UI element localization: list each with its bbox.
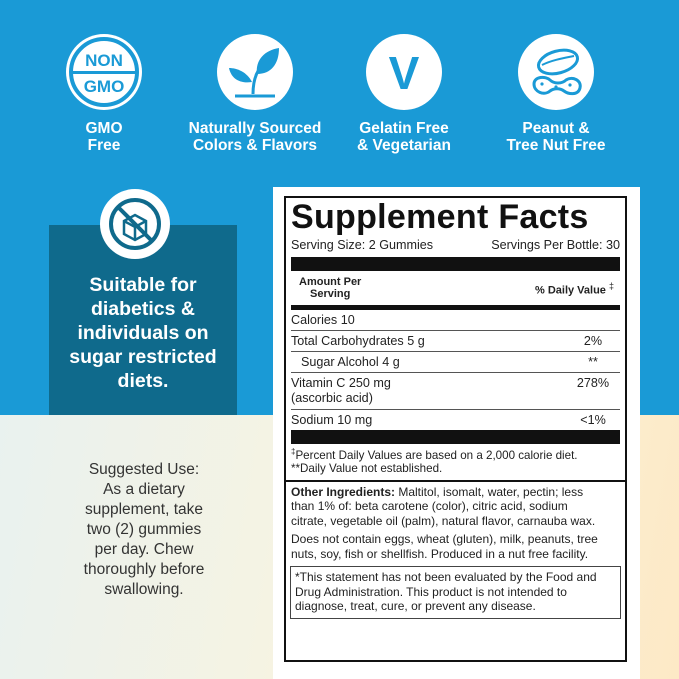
supplement-facts-card <box>273 187 640 679</box>
peanut-almond-icon <box>518 34 594 110</box>
leaf-icon <box>217 34 293 110</box>
badge-label-line2: & Vegetarian <box>357 137 451 154</box>
nutrient-name: Total Carbohydrates 5 g <box>291 334 425 348</box>
badge-label <box>24 120 184 154</box>
serving-row <box>291 237 620 253</box>
badge-naturally-sourced <box>175 34 335 154</box>
nutrient-dv: ** <box>588 355 598 369</box>
nutrient-dv: <1% <box>580 413 606 427</box>
facts-row <box>291 352 620 373</box>
daily-value-header-text: % Daily Value <box>534 284 606 297</box>
divider-thin <box>286 480 625 482</box>
ingredients-label: Other Ingredients: <box>291 484 396 499</box>
serving-size: Serving Size: 2 Gummies <box>291 238 434 252</box>
ingredients-line2: than 1% of: beta carotene (color), citric acid, sodium <box>291 499 568 514</box>
divider-thick-bottom <box>291 430 620 444</box>
suggested-use <box>64 460 224 600</box>
facts-footnote <box>291 445 620 476</box>
divider-thick <box>291 257 620 271</box>
badge-label-line1: Naturally Sourced <box>188 120 322 137</box>
non-gmo-icon <box>66 34 142 110</box>
nutrient-name: Calories 10 <box>291 313 355 327</box>
allergen-statement <box>291 532 620 561</box>
disclaimer-line3: diagnose, treat, cure, or prevent any disease. <box>295 599 536 614</box>
facts-row <box>291 331 620 352</box>
footnote-line2: **Daily Value not established. <box>291 462 443 476</box>
nutrient-name-line1: Vitamin C 250 mg <box>291 376 391 390</box>
facts-row <box>291 310 620 331</box>
facts-row <box>291 410 620 430</box>
daily-value-mark: ‡ <box>608 280 614 291</box>
nutrient-name <box>291 376 391 406</box>
v-letter: V <box>388 47 420 99</box>
fda-disclaimer <box>290 566 621 619</box>
non-gmo-icon-top: NON <box>85 51 123 70</box>
disclaimer-line2: Drug Administration. This product is not intended to <box>295 584 567 599</box>
diabetic-line: individuals on <box>77 322 209 344</box>
suggested-use-line: swallowing. <box>104 581 184 598</box>
diabetic-line: sugar restricted <box>69 346 217 368</box>
non-gmo-icon-bottom: GMO <box>83 77 125 96</box>
nutrient-name: Sugar Alcohol 4 g <box>301 355 400 369</box>
badge-nut-free <box>476 34 636 154</box>
other-ingredients <box>291 485 620 529</box>
diabetic-line: diets. <box>117 370 169 392</box>
suggested-use-line: supplement, take <box>84 501 204 518</box>
diabetic-text <box>49 273 237 393</box>
badge-label-line2: Tree Nut Free <box>506 137 606 154</box>
badge-gmo-free <box>24 34 184 154</box>
suggested-use-line: two (2) gummies <box>86 521 202 538</box>
daily-value-header <box>535 280 614 297</box>
facts-title: Supplement Facts <box>291 198 589 236</box>
suggested-use-line: thoroughly before <box>83 561 205 578</box>
suggested-use-line: As a dietary <box>103 481 185 498</box>
badge-label-line1: GMO <box>85 120 123 137</box>
allergen-line1: Does not contain eggs, wheat (gluten), milk, peanuts, tree <box>291 532 598 547</box>
badge-label-line2: Free <box>87 137 121 154</box>
badge-label <box>476 120 636 154</box>
nutrient-dv <box>566 313 620 328</box>
ingredients-line1 <box>291 485 620 500</box>
badge-label <box>175 120 335 154</box>
footnote-text: Percent Daily Values are based on a 2,000 calorie diet. <box>295 448 578 462</box>
allergen-line2: nuts, soy, fish or shellfish. Produced in a nut free facility. <box>291 546 589 561</box>
vegetarian-v-icon <box>366 34 442 110</box>
nutrient-name: Sodium 10 mg <box>291 413 373 427</box>
amount-header-line2: Serving <box>309 288 351 300</box>
nutrient-dv: 278% <box>576 376 610 390</box>
servings-per-bottle: Servings Per Bottle: 30 <box>491 238 620 252</box>
diabetic-line: diabetics & <box>90 298 196 320</box>
suggested-use-line: per day. Chew <box>94 541 194 558</box>
disclaimer-line1: *This statement has not been evaluated by the Food and <box>295 570 597 585</box>
badge-label-line2: Colors & Flavors <box>192 137 318 154</box>
facts-header-row <box>291 271 620 305</box>
supplement-facts-panel <box>284 196 627 662</box>
badge-gelatin-free <box>324 34 484 154</box>
footnote-line1 <box>291 445 620 462</box>
nutrient-dv: 2% <box>583 334 603 348</box>
ingredients-line3: citrate, vegetable oil (palm), natural flavor, carnauba wax. <box>291 513 596 528</box>
footnote-mark: ‡ <box>291 447 296 456</box>
ingredients-text: Maltitol, isomalt, water, pectin; less <box>395 484 584 499</box>
suggested-use-line: Suggested Use: <box>88 461 200 478</box>
badge-label-line1: Peanut & <box>522 120 590 137</box>
amount-header-line1: Amount Per <box>299 276 362 288</box>
diabetic-line: Suitable for <box>89 274 197 296</box>
badge-label <box>324 120 484 154</box>
badge-label-line1: Gelatin Free <box>359 120 449 137</box>
amount-per-serving-header <box>299 276 361 300</box>
nutrient-name-line2: (ascorbic acid) <box>291 391 373 405</box>
facts-row <box>291 373 620 410</box>
no-sugar-cube-icon <box>100 189 170 259</box>
